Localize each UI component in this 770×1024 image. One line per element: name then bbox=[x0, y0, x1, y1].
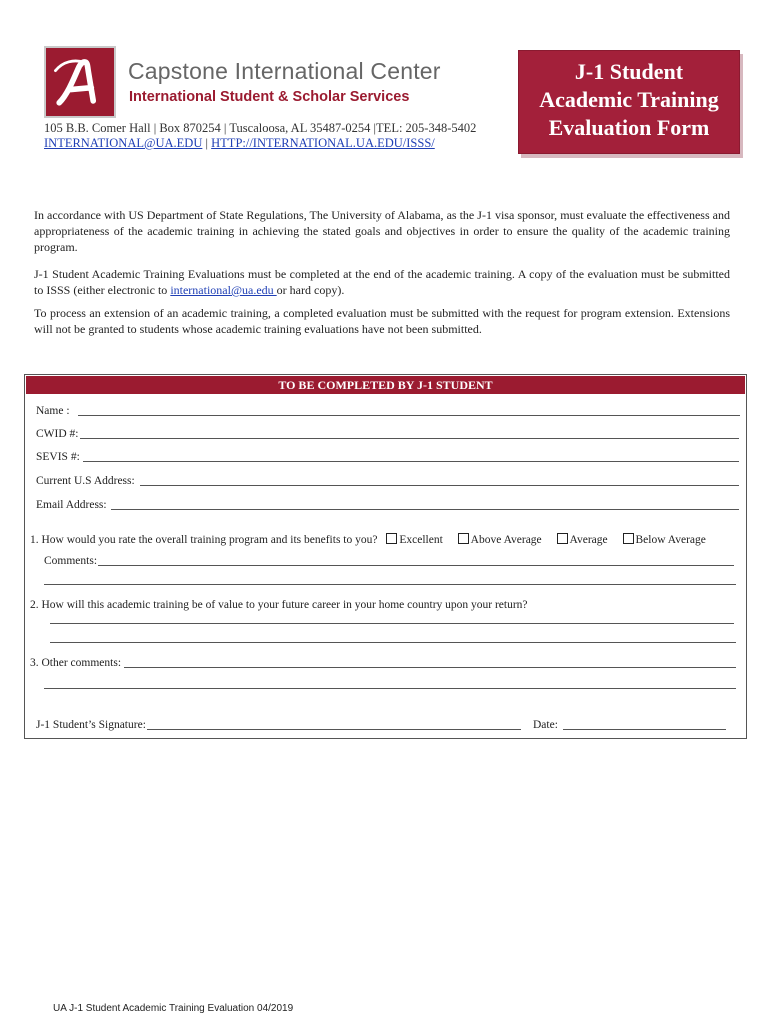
link-separator: | bbox=[202, 136, 212, 150]
above-average-label: Above Average bbox=[470, 534, 542, 546]
form-title-line-2: Academic Training bbox=[539, 87, 719, 112]
intro-paragraph-3: To process an extension of an academic training, a completed evaluation must be submitted with the request for program extension. Extensions will not be granted to students whose academic training evaluations have not been submitted. bbox=[34, 306, 730, 336]
name-field[interactable] bbox=[78, 415, 740, 416]
student-form bbox=[24, 374, 747, 739]
name-label: Name : bbox=[36, 405, 70, 417]
org-subtitle: International Student & Scholar Services bbox=[129, 89, 410, 105]
intro-p2-tail: or hard copy). bbox=[276, 283, 345, 297]
contact-address: 105 B.B. Comer Hall | Box 870254 | Tuscaloosa, AL 35487-0254 |TEL: 205-348-5402 bbox=[44, 121, 477, 135]
script-a-logo-icon bbox=[46, 48, 114, 116]
form-section-header: TO BE COMPLETED BY J-1 STUDENT bbox=[26, 376, 745, 394]
excellent-label: Excellent bbox=[399, 534, 443, 546]
form-title-line-1: J-1 Student bbox=[574, 59, 684, 84]
q2-answer-line-2[interactable] bbox=[50, 642, 736, 643]
above-average-checkbox[interactable] bbox=[458, 533, 469, 544]
intro-paragraph-1: In accordance with US Department of State Regulations, The University of Alabama, as the J-1 visa sponsor, must evaluate the effectiveness and appropriateness of the academic training in achieving the stated goals and objectives in order to ensure the quality of the academic training program. bbox=[34, 208, 730, 254]
average-checkbox[interactable] bbox=[557, 533, 568, 544]
university-logo bbox=[44, 46, 116, 118]
signature-field[interactable] bbox=[147, 729, 521, 730]
below-average-checkbox[interactable] bbox=[623, 533, 634, 544]
excellent-checkbox[interactable] bbox=[386, 533, 397, 544]
average-label: Average bbox=[569, 534, 608, 546]
date-field[interactable] bbox=[563, 729, 726, 730]
question-1 bbox=[30, 533, 706, 546]
contact-links bbox=[44, 136, 435, 151]
intro-paragraph-2 bbox=[34, 266, 730, 298]
question-3: 3. Other comments: bbox=[30, 657, 122, 669]
q1-comments-line-2[interactable] bbox=[44, 584, 736, 585]
date-label: Date: bbox=[533, 719, 558, 731]
email-link[interactable]: INTERNATIONAL@UA.EDU bbox=[44, 136, 203, 150]
email-label: Email Address: bbox=[36, 499, 107, 511]
sevis-field[interactable] bbox=[83, 461, 739, 462]
cwid-field[interactable] bbox=[80, 438, 739, 439]
website-link[interactable]: HTTP://INTERNATIONAL.UA.EDU/ISSS/ bbox=[211, 136, 435, 150]
isss-email-link[interactable]: international@ua.edu bbox=[170, 283, 277, 297]
address-field[interactable] bbox=[140, 485, 739, 486]
signature-label: J-1 Student’s Signature: bbox=[36, 719, 146, 731]
q3-answer-line-1[interactable] bbox=[124, 667, 736, 668]
address-label: Current U.S Address: bbox=[36, 475, 135, 487]
question-2: 2. How will this academic training be of value to your future career in your home country upon your return? bbox=[30, 599, 528, 611]
q3-answer-line-2[interactable] bbox=[44, 688, 736, 689]
q2-answer-line-1[interactable] bbox=[50, 623, 734, 624]
org-title: Capstone International Center bbox=[128, 58, 441, 84]
q1-comments-label: Comments: bbox=[44, 555, 98, 567]
sevis-label: SEVIS #: bbox=[36, 451, 80, 463]
form-title-line-3: Evaluation Form bbox=[548, 115, 710, 140]
footer-text: UA J-1 Student Academic Training Evaluation 04/2019 bbox=[53, 1003, 294, 1014]
form-title-box bbox=[518, 50, 740, 154]
below-average-label: Below Average bbox=[635, 534, 706, 546]
q1-comments-line-1[interactable] bbox=[98, 565, 734, 566]
question-1-text: 1. How would you rate the overall training program and its benefits to you? bbox=[30, 534, 378, 546]
intro-p2-text: J-1 Student Academic Training Evaluations must be completed at the end of the academic training. A copy of the evaluation must be submitted to ISSS (either electronic to bbox=[34, 267, 730, 297]
cwid-label: CWID #: bbox=[36, 428, 79, 440]
email-field[interactable] bbox=[111, 509, 739, 510]
